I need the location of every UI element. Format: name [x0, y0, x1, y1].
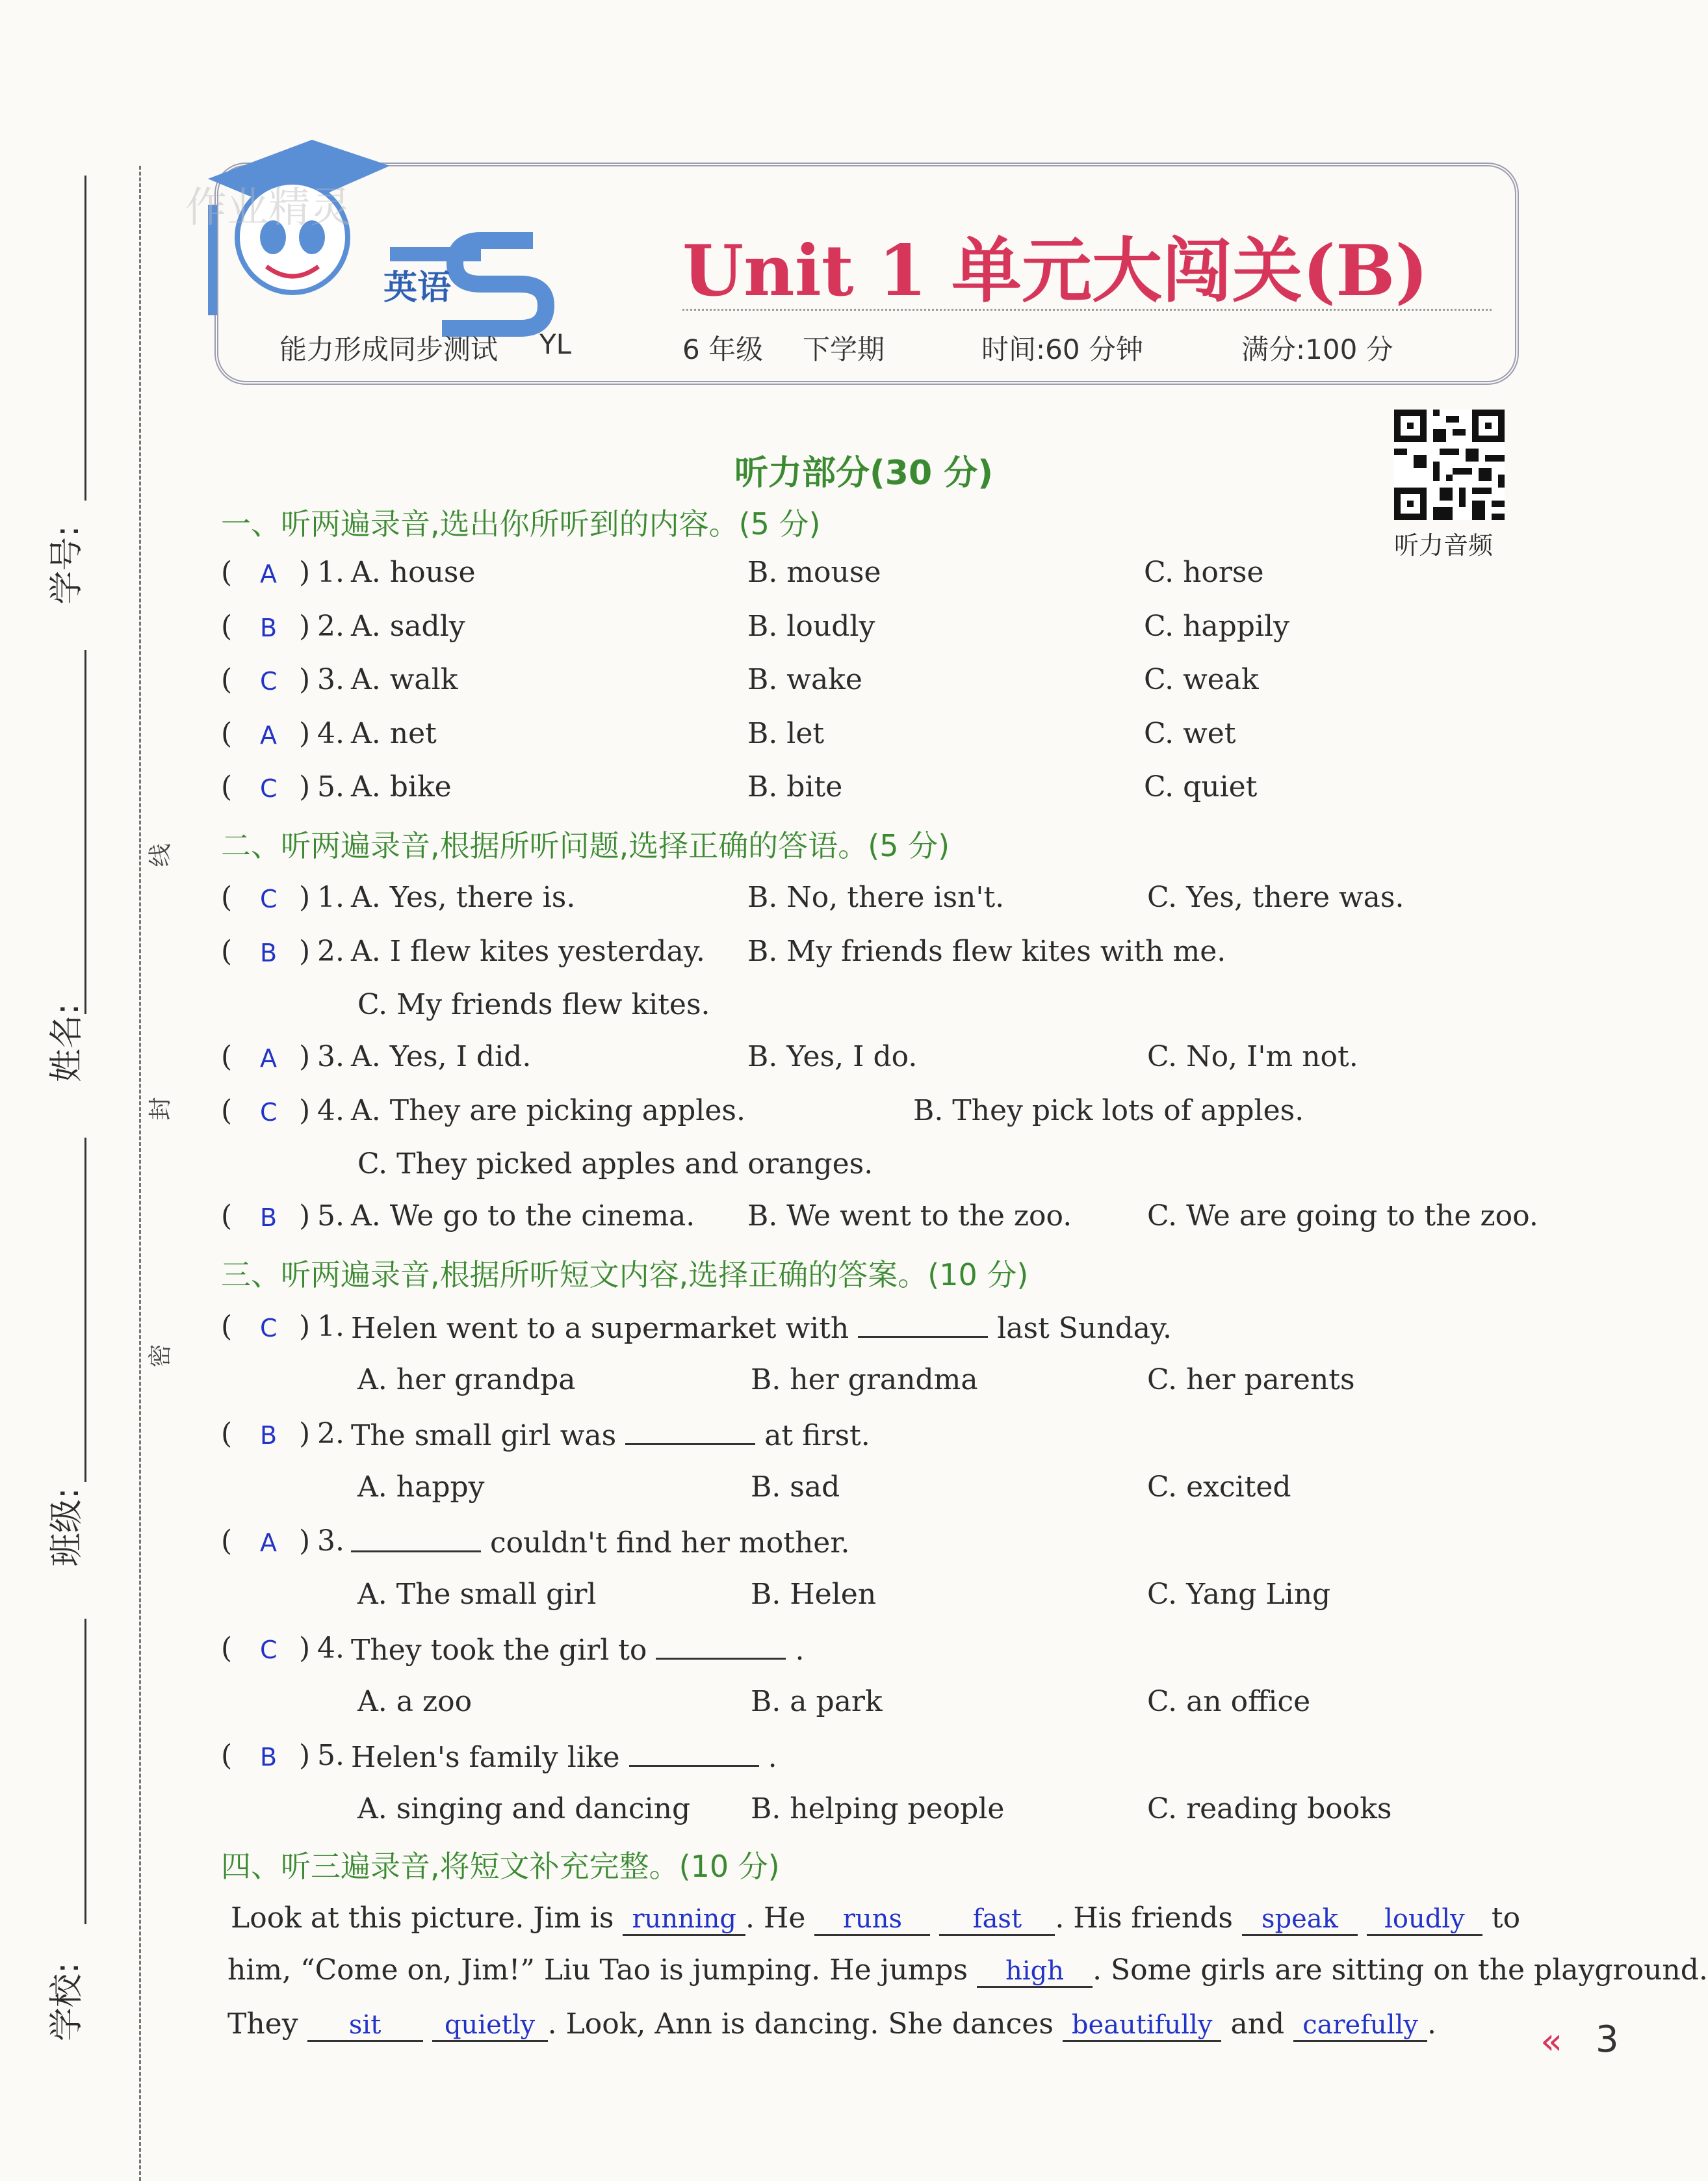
paren-close: ) — [299, 556, 311, 589]
option-b: B. Helen — [751, 1578, 877, 1611]
binding-dashed-line — [139, 166, 141, 2181]
cloze-text: . Some girls are sitting on the playground. — [1093, 1953, 1708, 1987]
series-label: 能力形成同步测试 — [279, 333, 498, 365]
question-stem-end: couldn't find her mother. — [490, 1526, 850, 1560]
cloze-blank[interactable]: high — [977, 1956, 1093, 1988]
paren-close: ) — [299, 1199, 311, 1233]
cloze-line-3 — [227, 2007, 1436, 2042]
question-stem-end: last Sunday. — [997, 1312, 1172, 1345]
cloze-text: . He — [745, 1901, 806, 1935]
question-number: 5. — [317, 770, 344, 803]
question-number: 4. — [317, 717, 344, 750]
option-c: C. excited — [1147, 1470, 1291, 1504]
answer-mark[interactable]: C — [260, 885, 278, 913]
cloze-text: to — [1491, 1901, 1521, 1935]
cloze-blank[interactable]: speak — [1242, 1904, 1358, 1936]
section2-title: 二、听两遍录音,根据所听问题,选择正确的答语。(5 分) — [221, 828, 950, 863]
option-c: C. My friends flew kites. — [357, 988, 710, 1021]
answer-blank[interactable] — [656, 1632, 786, 1660]
answer-blank[interactable] — [351, 1524, 481, 1552]
paren-open: ( — [221, 717, 233, 750]
option-b: B. let — [747, 717, 825, 750]
qr-code-icon[interactable] — [1394, 410, 1505, 520]
option-c: C. We are going to the zoo. — [1147, 1199, 1538, 1233]
paren-open: ( — [221, 1199, 233, 1233]
cloze-text: Look at this picture. Jim is — [231, 1901, 614, 1935]
option-b: B. her grandma — [751, 1363, 978, 1396]
paren-close: ) — [299, 770, 311, 803]
paren-open: ( — [221, 1632, 233, 1665]
question-number: 4. — [317, 1632, 344, 1665]
option-a: A. The small girl — [357, 1578, 597, 1611]
option-a: A. happy — [357, 1470, 485, 1504]
option-a: A. her grandpa — [357, 1363, 576, 1396]
answer-blank[interactable] — [629, 1739, 759, 1767]
paren-open: ( — [221, 1417, 233, 1450]
cloze-text: . — [1427, 2007, 1436, 2041]
answer-mark[interactable]: A — [260, 560, 277, 588]
option-a: A. net — [351, 717, 437, 750]
seal-char-line: 线 — [147, 843, 174, 867]
time-label: 时间:60 分钟 — [981, 333, 1143, 365]
question-stem: The small girl was — [351, 1419, 617, 1452]
cloze-blank[interactable]: sit — [307, 2010, 423, 2042]
cloze-text: him, “Come on, Jim!” Liu Tao is jumping. He jumps — [227, 1953, 968, 1987]
header-divider — [682, 309, 1492, 311]
question-number: 1. — [317, 556, 344, 589]
paren-close: ) — [299, 717, 311, 750]
option-a: A. house — [351, 556, 476, 589]
option-a: A. Yes, I did. — [351, 1040, 532, 1073]
paren-close: ) — [299, 1310, 311, 1343]
question-stem-end: . — [768, 1741, 777, 1774]
question-text — [351, 1417, 870, 1452]
grade-label: 6 年级 — [682, 333, 764, 365]
page-number: 3 — [1596, 2018, 1619, 2061]
paren-open: ( — [221, 1040, 233, 1073]
option-b: B. Yes, I do. — [747, 1040, 918, 1073]
option-b: B. No, there isn't. — [747, 881, 1005, 914]
answer-mark[interactable]: C — [260, 667, 278, 696]
name-underline — [84, 650, 86, 1014]
cloze-text: and — [1230, 2007, 1285, 2041]
option-b: B. mouse — [747, 556, 881, 589]
option-c: C. reading books — [1147, 1792, 1392, 1825]
answer-mark[interactable]: C — [260, 1636, 278, 1664]
qr-label: 听力音频 — [1394, 531, 1494, 560]
question-number: 2. — [317, 1417, 344, 1450]
question-stem: They took the girl to — [351, 1634, 647, 1667]
answer-mark[interactable]: C — [260, 774, 278, 803]
option-c: C. wet — [1144, 717, 1236, 750]
question-stem: Helen's family like — [351, 1741, 620, 1774]
option-a: A. They are picking apples. — [351, 1094, 745, 1127]
paren-close: ) — [299, 1632, 311, 1665]
paren-close: ) — [299, 610, 311, 643]
paren-close: ) — [299, 935, 311, 968]
option-b: B. We went to the zoo. — [747, 1199, 1072, 1233]
answer-mark[interactable]: B — [260, 939, 278, 967]
option-a: A. I flew kites yesterday. — [351, 935, 705, 968]
paren-open: ( — [221, 770, 233, 803]
option-b: B. helping people — [751, 1792, 1005, 1825]
option-c: C. happily — [1144, 610, 1289, 643]
question-text — [351, 1524, 850, 1560]
question-text — [351, 1739, 777, 1774]
question-number: 3. — [317, 1524, 344, 1558]
paren-close: ) — [299, 1094, 311, 1127]
cloze-blank[interactable]: beautifully — [1063, 2010, 1222, 2042]
answer-mark[interactable]: C — [260, 1314, 278, 1342]
paren-close: ) — [299, 1417, 311, 1450]
cloze-blank[interactable]: fast — [939, 1904, 1055, 1936]
logo-text: 英语 — [383, 268, 452, 307]
paren-open: ( — [221, 610, 233, 643]
answer-mark[interactable]: A — [260, 1528, 277, 1557]
answer-mark[interactable]: A — [260, 1044, 277, 1073]
cloze-text: . Look, Ann is dancing. She dances — [547, 2007, 1054, 2041]
answer-mark[interactable]: C — [260, 1098, 278, 1127]
question-stem-end: at first. — [764, 1419, 870, 1452]
paren-close: ) — [299, 881, 311, 914]
watermark: 作业精灵 — [185, 184, 352, 232]
option-c: C. No, I'm not. — [1147, 1040, 1358, 1073]
option-a: A. bike — [351, 770, 452, 803]
page-title: Unit 1 单元大闯关(B) — [682, 230, 1429, 312]
question-number: 3. — [317, 1040, 344, 1073]
student-id-underline — [84, 176, 86, 501]
cloze-blank[interactable]: runs — [814, 1904, 930, 1936]
cloze-text: . His friends — [1055, 1901, 1233, 1935]
cloze-text: They — [227, 2007, 298, 2041]
option-c: C. her parents — [1147, 1363, 1355, 1396]
edition-label: YL — [539, 328, 572, 360]
cloze-blank[interactable]: quietly — [432, 2010, 548, 2042]
question-text — [351, 1632, 804, 1667]
paren-close: ) — [299, 1739, 311, 1772]
paren-open: ( — [221, 1310, 233, 1343]
option-b: B. sad — [751, 1470, 840, 1504]
question-number: 4. — [317, 1094, 344, 1127]
school-underline — [84, 1619, 86, 1924]
option-a: A. a zoo — [357, 1685, 472, 1718]
answer-mark[interactable]: B — [260, 1203, 278, 1232]
option-c: C. an office — [1147, 1685, 1311, 1718]
option-b: B. a park — [751, 1685, 883, 1718]
name-label: 姓名: — [47, 1003, 86, 1082]
paren-open: ( — [221, 1739, 233, 1772]
question-text — [351, 1310, 1172, 1345]
section1-title: 一、听两遍录音,选出你所听到的内容。(5 分) — [221, 506, 821, 542]
answer-blank[interactable] — [858, 1310, 988, 1338]
option-a: A. singing and dancing — [357, 1792, 691, 1825]
question-number: 1. — [317, 1310, 344, 1343]
question-number: 2. — [317, 935, 344, 968]
option-c: C. horse — [1144, 556, 1264, 589]
paren-open: ( — [221, 663, 233, 696]
answer-mark[interactable]: B — [260, 614, 278, 642]
seal-char-seal: 封 — [147, 1097, 174, 1121]
option-b: B. bite — [747, 770, 843, 803]
option-a: A. Yes, there is. — [351, 881, 576, 914]
cloze-blank[interactable]: carefully — [1293, 2010, 1427, 2042]
question-number: 5. — [317, 1739, 344, 1772]
paren-open: ( — [221, 935, 233, 968]
option-b: B. They pick lots of apples. — [913, 1094, 1304, 1127]
question-number: 5. — [317, 1199, 344, 1233]
question-number: 3. — [317, 663, 344, 696]
paren-open: ( — [221, 1524, 233, 1558]
question-number: 1. — [317, 881, 344, 914]
cloze-line-1 — [231, 1901, 1520, 1936]
option-b: B. loudly — [747, 610, 875, 643]
paren-close: ) — [299, 1040, 311, 1073]
school-label: 学校: — [47, 1962, 86, 2041]
answer-mark[interactable]: A — [260, 721, 277, 750]
section3-title: 三、听两遍录音,根据所听短文内容,选择正确的答案。(10 分) — [221, 1257, 1029, 1292]
term-label: 下学期 — [803, 333, 885, 365]
cloze-line-2 — [227, 1953, 1708, 1988]
logo — [195, 140, 585, 335]
option-c: C. weak — [1144, 663, 1259, 696]
question-number: 2. — [317, 610, 344, 643]
chevron-left-icon: « — [1540, 2020, 1563, 2063]
answer-mark[interactable]: B — [260, 1743, 278, 1771]
option-c: C. quiet — [1144, 770, 1258, 803]
option-a: A. sadly — [351, 610, 465, 643]
listening-part-title: 听力部分(30 分) — [734, 454, 993, 493]
option-a: A. walk — [351, 663, 458, 696]
paren-close: ) — [299, 663, 311, 696]
paren-open: ( — [221, 881, 233, 914]
answer-mark[interactable]: B — [260, 1421, 278, 1450]
cloze-blank[interactable]: loudly — [1367, 1904, 1482, 1936]
paren-open: ( — [221, 556, 233, 589]
student-id-label: 学号: — [47, 525, 86, 605]
option-c: C. Yes, there was. — [1147, 881, 1404, 914]
option-b: B. My friends flew kites with me. — [747, 935, 1226, 968]
cloze-blank[interactable]: running — [623, 1904, 745, 1936]
option-b: B. wake — [747, 663, 862, 696]
paren-close: ) — [299, 1524, 311, 1558]
option-c: C. Yang Ling — [1147, 1578, 1331, 1611]
paren-open: ( — [221, 1094, 233, 1127]
seal-char-secret: 密 — [147, 1344, 174, 1368]
class-label: 班级: — [47, 1487, 86, 1567]
score-label: 满分:100 分 — [1241, 333, 1393, 365]
option-c: C. They picked apples and oranges. — [357, 1147, 873, 1181]
class-underline — [84, 1138, 86, 1482]
answer-blank[interactable] — [625, 1417, 755, 1445]
section4-title: 四、听三遍录音,将短文补充完整。(10 分) — [221, 1849, 780, 1884]
question-stem: Helen went to a supermarket with — [351, 1312, 849, 1345]
question-stem-end: . — [795, 1634, 805, 1667]
option-a: A. We go to the cinema. — [351, 1199, 695, 1233]
